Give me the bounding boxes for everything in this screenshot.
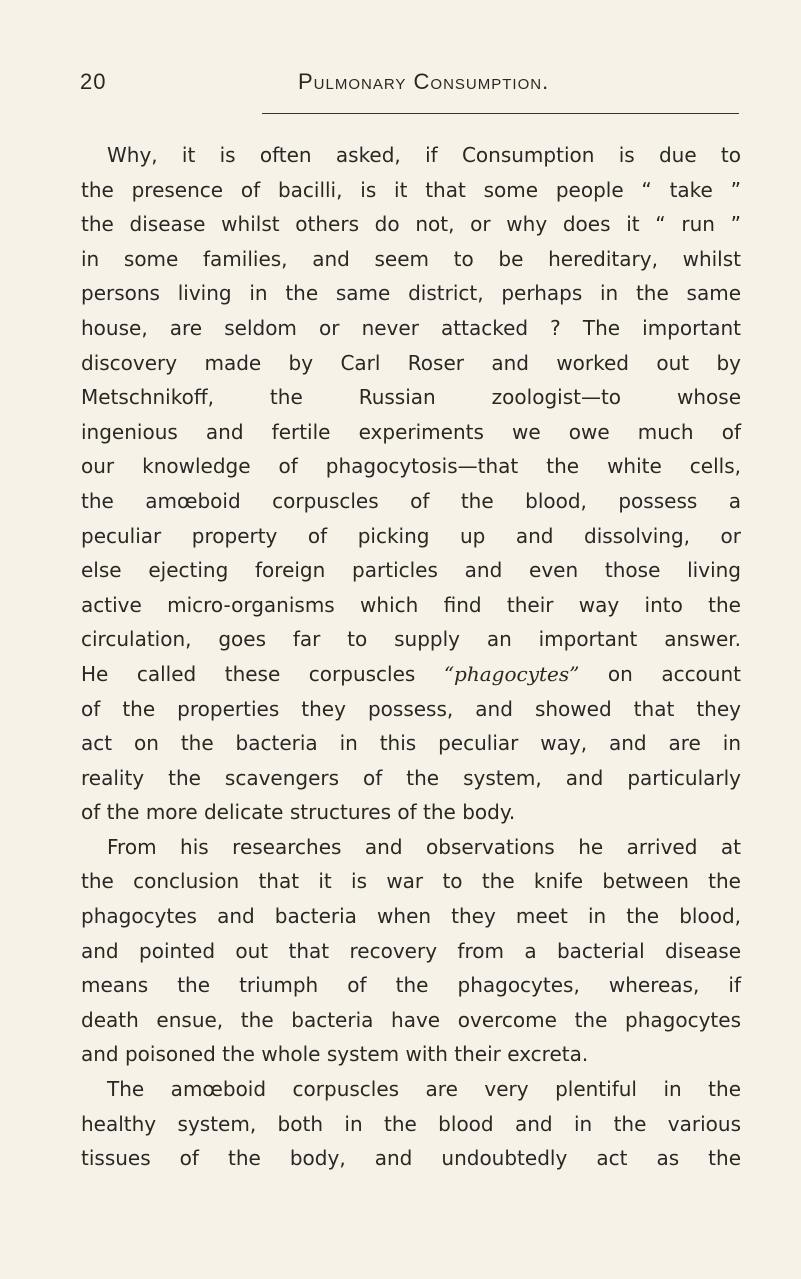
text-line: Why, it is often asked, if Consumption is due to [107,143,741,167]
text-line: the conclusion that it is war to the knife between the [81,869,741,894]
text-line: the disease whilst others do not, or why does it “ run ” [81,212,741,237]
text-line: ingenious and fertile experiments we owe much of [81,419,741,444]
text-line: act on the bacteria in this peculiar way, and are in [81,731,741,756]
text-line: tissues of the body, and undoubtedly act as the [81,1146,741,1171]
text-line: discovery made by Carl Roser and worked out by [81,350,741,375]
text-line: in some families, and seem to be hereditary, whilst [81,246,741,271]
text-line: of the more delicate structures of the body. [81,800,516,825]
text-line: healthy system, both in the blood and in the various [81,1111,741,1136]
text-line: peculiar property of picking up and dissolving, or [81,523,741,548]
header-rule [262,113,739,114]
text-line: death ensue, the bacteria have overcome the phagocytes [81,1007,741,1032]
text-line: persons living in the same district, perhaps in the same [81,281,741,306]
text-line: the presence of bacilli, is it that some people “ take ” [81,177,741,202]
text-line: phagocytes and bacteria when they meet in the blood, [81,904,741,929]
text-line: From his researches and observations he arrived at [107,834,741,859]
text-line: Metschnikoff, the Russian zoologist—to whose [81,385,741,410]
text-segment: on account [607,661,741,686]
running-title: Pulmonary Consumption. [298,69,550,94]
text-line: reality the scavengers of the system, and particularly [81,765,741,790]
italic-term: “phagocytes” [443,661,580,686]
text-line: active micro-organisms which find their way into the [81,592,741,617]
text-line: and poisoned the whole system with their excreta. [81,1042,589,1067]
text-line: the amœboid corpuscles of the blood, possess a [81,488,741,513]
text-line: house, are seldom or never attacked ? The important [81,315,741,340]
text-line-with-italic [81,657,741,692]
text-line: our knowledge of phagocytosis—that the white cells, [81,454,741,479]
text-line: means the triumph of the phagocytes, whereas, if [81,973,741,998]
text-line: and pointed out that recovery from a bacterial disease [81,938,741,963]
text-line: of the properties they possess, and showed that they [81,696,741,721]
running-head [80,69,740,103]
text-segment: He called these corpuscles [81,661,416,686]
text-line: circulation, goes far to supply an important answer. [81,627,741,652]
text-line: else ejecting foreign particles and even those living [81,558,741,583]
body-text [81,138,741,1176]
text-line: The amœboid corpuscles are very plentiful in the [107,1077,741,1102]
page-number: 20 [80,69,107,94]
